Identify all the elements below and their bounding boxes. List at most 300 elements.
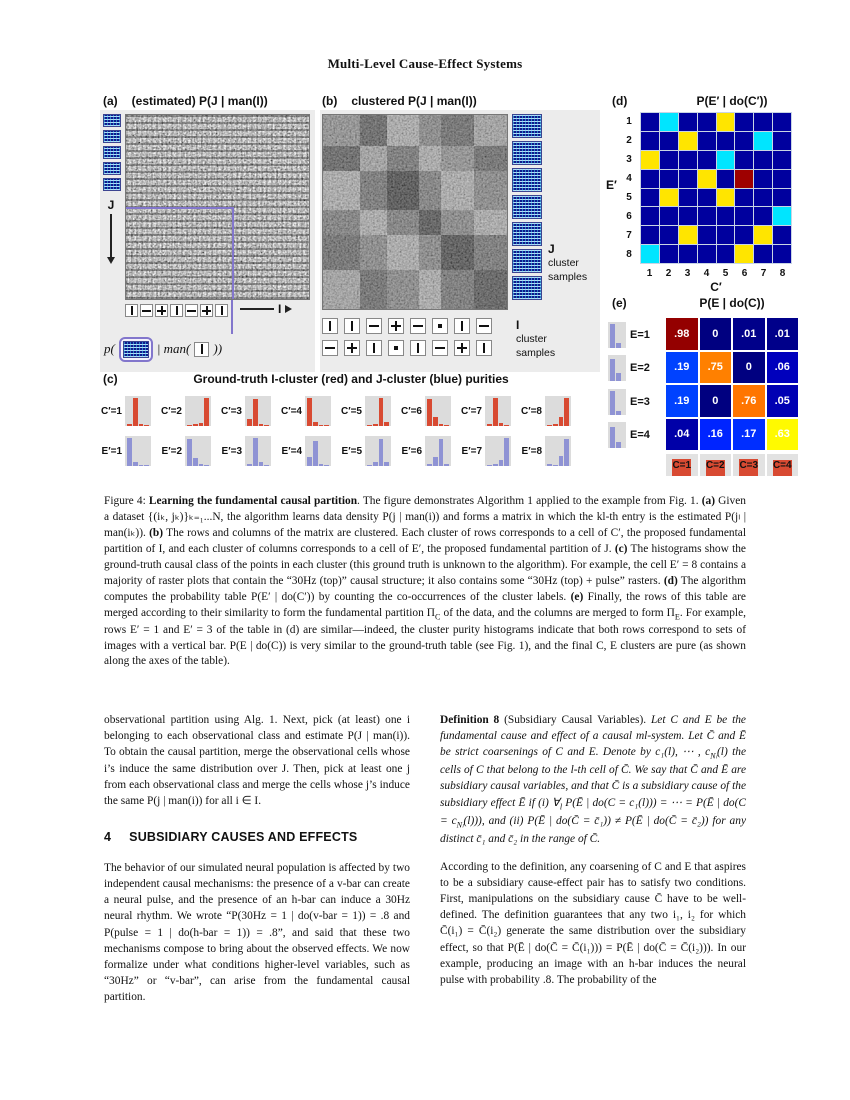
- purity-label: C′=7: [460, 405, 482, 417]
- h-bar-glyph: [142, 310, 150, 312]
- col-tick: 1: [646, 267, 653, 279]
- right-column: [440, 712, 746, 1000]
- axis-line: [240, 308, 274, 310]
- e-row-label: E=2: [630, 362, 650, 375]
- heatmap-cell: [735, 151, 753, 169]
- text-segment: Figure 4:: [104, 495, 149, 507]
- probability-cell: 0: [700, 318, 732, 350]
- image-sample: [410, 340, 426, 356]
- i-cluster-sample-row-2: [322, 340, 492, 356]
- row-tick: 5: [626, 192, 632, 203]
- histogram-bar: [564, 398, 569, 427]
- histogram-bar: [259, 424, 264, 426]
- probability-cell: .01: [733, 318, 765, 350]
- h-bar-glyph: [202, 310, 210, 312]
- heatmap-cell: [773, 245, 791, 263]
- purity-unit: [218, 396, 271, 426]
- running-head: Multi-Level Cause-Effect Systems: [327, 56, 523, 71]
- histogram-bar: [144, 465, 149, 466]
- text-segment: Given a dataset {(iₖ, jₖ)}ₖ₌₁...N, the algorithm learns data density P(j | man(i)) and forms a matrix in which the kl-th entry is the estimated P(jₗ | man(iₖ)).: [104, 495, 746, 539]
- panel-e-label-wrap: [612, 296, 627, 310]
- purity-label: E′=6: [401, 445, 422, 457]
- heatmap-cell: [641, 170, 659, 188]
- figure-caption: [104, 494, 746, 670]
- j-sample-strip: [103, 114, 121, 191]
- col-tick: 6: [741, 267, 748, 279]
- purity-histogram: [185, 436, 211, 466]
- panel-b: [320, 94, 600, 372]
- definition-paragraph: [440, 712, 746, 847]
- panel-d-title: [666, 94, 798, 108]
- image-sample: [215, 304, 228, 317]
- c-col-label: C=4: [772, 459, 792, 471]
- text-segment: Finally, the rows of this table are merged according to their similarity to form the fundamental partition Π: [104, 590, 746, 619]
- heatmap-cell: [754, 189, 772, 207]
- probability-heatmap: [640, 112, 792, 264]
- dot-glyph: [438, 324, 442, 328]
- formula-text-close: )): [213, 341, 223, 356]
- probability-cell: .63: [767, 419, 799, 451]
- heatmap-cell: [641, 132, 659, 150]
- col-tick: 4: [703, 267, 710, 279]
- col-tick: 3: [684, 267, 691, 279]
- down-arrow-icon: [110, 214, 112, 258]
- text-segment: . For example, rows E′ = 1 and E′ = 3 of the table in (d) are similar—indeed, the cluster purity histograms indicate that both rows correspond to sets of images with a vertical bar. P(E | do(C)) is very similar to the ground-truth table (see Fig. 1), and the final C, E clusters are pure (as shown along the axes of the table).: [104, 606, 746, 668]
- c-col-label: C=1: [672, 459, 692, 471]
- panel-b-heading: [322, 94, 477, 108]
- panel-c-title: Ground-truth I-cluster (red) and J-cluster (blue) purities: [193, 372, 509, 386]
- h-bar-glyph: [479, 325, 490, 328]
- e-row-label: E=4: [630, 429, 650, 442]
- purity-histogram: [125, 396, 151, 426]
- h-bar-glyph: [413, 325, 424, 328]
- i-axis-label: I: [516, 318, 520, 332]
- histogram-bar: [193, 424, 198, 426]
- text-segment: (c): [614, 542, 628, 555]
- heatmap-cell: [660, 207, 678, 225]
- raster-thumbnail: [103, 146, 121, 159]
- probability-cell: 0: [700, 385, 732, 417]
- c-prime-axis-label: C′: [710, 280, 722, 294]
- histogram-bar: [127, 438, 132, 467]
- histogram-bar: [313, 422, 318, 426]
- image-sample: [410, 318, 426, 334]
- formula-text-man: | man(: [156, 341, 191, 356]
- heatmap-cell: [698, 207, 716, 225]
- heatmap-cell: [679, 132, 697, 150]
- heatmap-cell: [679, 189, 697, 207]
- histogram-bar: [367, 465, 372, 467]
- histogram-bar: [504, 425, 509, 427]
- histogram-bar: [433, 457, 438, 466]
- label-line: samples: [516, 346, 556, 359]
- heatmap-cell: [754, 132, 772, 150]
- e-row-label: E=1: [630, 328, 650, 341]
- purity-histogram: [425, 436, 451, 466]
- v-bar-glyph: [373, 343, 376, 354]
- heatmap-cell: [698, 132, 716, 150]
- purity-histogram: [245, 436, 271, 466]
- text-segment: (d): [663, 574, 678, 587]
- heatmap-cell: [698, 113, 716, 131]
- histogram-bar: [433, 417, 438, 426]
- heatmap-cell: [717, 132, 735, 150]
- histogram-bar: [616, 411, 621, 415]
- e-row-purity-histogram: [608, 355, 626, 381]
- heatmap-cell: [773, 207, 791, 225]
- i-axis: [240, 302, 292, 316]
- text-segment: l: [559, 801, 563, 811]
- c-col-axis-unit: [666, 454, 698, 476]
- text-segment: (a): [701, 495, 716, 507]
- v-bar-glyph: [329, 321, 332, 332]
- heatmap-cell: [660, 132, 678, 150]
- probability-table: [666, 318, 798, 450]
- heatmap-cell: [679, 151, 697, 169]
- purity-label: C′=6: [400, 405, 422, 417]
- col-tick: 7: [760, 267, 767, 279]
- probability-cell: .04: [666, 419, 698, 451]
- histogram-bar: [133, 462, 138, 466]
- purity-histogram: [425, 396, 451, 426]
- panel-d-title-text: P(E′ | do(C′)): [696, 94, 768, 108]
- purity-unit: [458, 436, 511, 466]
- raster-thumbnail: [512, 222, 542, 246]
- v-bar-glyph: [176, 306, 178, 314]
- raster-thumbnail: [512, 168, 542, 192]
- heatmap-cell: [735, 245, 753, 263]
- label-line: cluster: [548, 257, 579, 270]
- heatmap-cell: [660, 226, 678, 244]
- heatmap-row-ticks: [622, 112, 636, 264]
- purity-label: E′=2: [161, 445, 182, 457]
- right-arrow-icon: [285, 305, 292, 313]
- image-sample: [185, 304, 198, 317]
- h-bar-glyph: [457, 347, 468, 350]
- text-segment: (l))), and (ii) P(Ē | do(C̄ = c̄₁)) ≠ P(Ē | do(C̄ = c̄₂)) for any distinct c̄₁ and c̄₂ in the range of C̄.: [440, 814, 747, 845]
- heatmap-cell: [735, 132, 753, 150]
- image-sample: [454, 318, 470, 334]
- histogram-bar: [264, 465, 269, 467]
- histogram-bar: [139, 424, 144, 426]
- row-tick: 1: [626, 116, 632, 127]
- histogram-bar: [559, 417, 564, 426]
- heatmap-cell: [754, 151, 772, 169]
- purity-label: C′=5: [340, 405, 362, 417]
- purity-label: E′=1: [101, 445, 122, 457]
- raster-thumbnail: [512, 141, 542, 165]
- panel-e: [606, 296, 806, 481]
- heatmap-cell: [641, 189, 659, 207]
- panel-c-label-wrap: [103, 372, 118, 386]
- h-bar-glyph: [347, 347, 358, 350]
- purity-label: E′=8: [521, 445, 542, 457]
- histogram-bar: [439, 424, 444, 426]
- e-prime-axis-label: E′: [606, 178, 617, 192]
- v-bar-glyph: [461, 321, 464, 332]
- row-tick: 2: [626, 135, 632, 146]
- heatmap-cell: [660, 245, 678, 263]
- purity-histogram: [305, 436, 331, 466]
- panel-e-label: (e): [612, 296, 627, 310]
- raster-thumbnail: [512, 276, 542, 300]
- dot-glyph: [394, 346, 398, 350]
- histogram-bar: [247, 419, 252, 427]
- panel-c: [96, 372, 588, 482]
- purity-unit: [518, 396, 571, 426]
- purity-label: E′=3: [221, 445, 242, 457]
- heatmap-cell: [641, 245, 659, 263]
- raster-thumbnail: [512, 195, 542, 219]
- panel-c-label: (c): [103, 372, 118, 386]
- c-col-axis-unit: [700, 454, 732, 476]
- probability-cell: .98: [666, 318, 698, 350]
- raster-thumbnail: [103, 114, 121, 127]
- image-sample: [170, 304, 183, 317]
- histogram-bar: [313, 441, 318, 467]
- histogram-bar: [324, 425, 329, 426]
- image-sample: [454, 340, 470, 356]
- heatmap-cell: [735, 207, 753, 225]
- image-sample: [432, 340, 448, 356]
- histogram-bar: [610, 359, 615, 381]
- histogram-bar: [187, 425, 192, 426]
- heatmap-cell: [679, 113, 697, 131]
- probability-cell: .76: [733, 385, 765, 417]
- histogram-bar: [127, 424, 132, 426]
- purity-unit: [158, 436, 211, 466]
- histogram-bar: [616, 442, 621, 449]
- clustered-probability-matrix: [322, 114, 508, 310]
- probability-cell: .75: [700, 352, 732, 384]
- histogram-bar: [493, 398, 498, 427]
- heatmap-cell: [717, 189, 735, 207]
- probability-cell: .01: [767, 318, 799, 350]
- j-cluster-samples-label: [548, 242, 587, 284]
- heatmap-cell: [717, 245, 735, 263]
- purity-label: E′=5: [341, 445, 362, 457]
- histogram-bar: [487, 465, 492, 467]
- raster-thumbnail: [103, 130, 121, 143]
- image-sample: [200, 304, 213, 317]
- c-col-axis: [666, 454, 798, 476]
- histogram-bar: [384, 462, 389, 467]
- image-sample: [476, 318, 492, 334]
- heatmap-cell: [735, 113, 753, 131]
- e-row-axis-unit: [608, 318, 664, 352]
- probability-cell: .19: [666, 352, 698, 384]
- probability-cell: .19: [666, 385, 698, 417]
- heatmap-cell: [660, 170, 678, 188]
- heatmap-cell: [641, 207, 659, 225]
- heatmap-cell: [754, 113, 772, 131]
- e-row-purity-histogram: [608, 422, 626, 448]
- text-segment: (Subsidiary Causal Variables).: [499, 714, 651, 726]
- e-row-axis-unit: [608, 385, 664, 419]
- panel-d: [606, 94, 806, 294]
- section-heading: [104, 829, 410, 847]
- j-axis-label: J: [548, 242, 555, 256]
- formula-text-open: p(: [104, 341, 115, 356]
- purity-label: C′=1: [100, 405, 122, 417]
- histogram-bar: [559, 456, 564, 467]
- histogram-bar: [499, 423, 504, 426]
- panel-a: [100, 94, 315, 372]
- heatmap-cell: [717, 170, 735, 188]
- estimated-probability-matrix: [125, 114, 310, 300]
- heatmap-cell: [773, 151, 791, 169]
- purity-histogram: [485, 396, 511, 426]
- purity-unit: [458, 396, 511, 426]
- heatmap-cell: [717, 207, 735, 225]
- histogram-bar: [259, 462, 264, 466]
- row-tick: 8: [626, 249, 632, 260]
- e-row-purity-histogram: [608, 389, 626, 415]
- image-sample: [194, 342, 209, 357]
- purity-label: E′=7: [461, 445, 482, 457]
- probability-cell: .06: [767, 352, 799, 384]
- image-sample: [322, 340, 338, 356]
- heatmap-cell: [754, 245, 772, 263]
- histogram-bar: [610, 324, 615, 347]
- text-segment: P(Ē | do(C = c₁(l))) = ⋯ = P(Ē | do(C = c: [440, 796, 746, 827]
- c-col-label: C=3: [739, 459, 759, 471]
- text-segment: Nₗ: [456, 819, 464, 829]
- heatmap-cell: [773, 189, 791, 207]
- heatmap-cell: [773, 226, 791, 244]
- probability-cell: .05: [767, 385, 799, 417]
- histogram-bar: [493, 464, 498, 466]
- raster-thumbnail: [103, 178, 121, 191]
- heatmap-cell: [679, 245, 697, 263]
- row-tick: 6: [626, 211, 632, 222]
- text-segment: of the data, and the columns are merged to form Π: [440, 606, 675, 619]
- c-col-axis-unit: [733, 454, 765, 476]
- purity-unit: [518, 436, 571, 466]
- panel-a-label: (a): [103, 94, 118, 108]
- purity-unit: [158, 396, 211, 426]
- heatmap-cell: [773, 113, 791, 131]
- v-bar-glyph: [351, 321, 354, 332]
- histogram-bar: [307, 457, 312, 466]
- purity-label: E′=4: [281, 445, 302, 457]
- row-tick: 4: [626, 173, 632, 184]
- purity-unit: [98, 396, 151, 426]
- heatmap-cell: [735, 226, 753, 244]
- probability-formula: [104, 332, 312, 366]
- text-segment: Let C and E be the fundamental cause and effect of a causal ml-system. Let C̄ and Ē be strict coarsenings of C and E. Denote by c₁(l), ⋯ , c: [440, 714, 746, 759]
- image-sample: [388, 318, 404, 334]
- panel-b-title: clustered P(J | man(I)): [351, 94, 477, 108]
- histogram-bar: [616, 343, 621, 348]
- v-bar-glyph: [221, 306, 223, 314]
- image-sample: [432, 318, 448, 334]
- row-tick: 3: [626, 154, 632, 165]
- v-bar-glyph: [131, 306, 133, 314]
- heatmap-cell: [754, 226, 772, 244]
- histogram-bar: [139, 465, 144, 467]
- histogram-bar: [324, 465, 329, 467]
- purity-histogram: [365, 436, 391, 466]
- histogram-bar: [247, 464, 252, 466]
- heatmap-cell: [660, 113, 678, 131]
- text-segment: (b): [149, 526, 164, 539]
- paragraph: The behavior of our simulated neural population is affected by two independent causal mechanisms: the presence of a v-bar can create a neural pulse, and the presence of an h-bar can induce a 30Hz neural rhythm. We wrote “P(30Hz = 1 | do(v-bar = 1)) = .8 and P(pulse = 1 | do(h-bar = 1)) = .8”, and said that these two mechanisms compose to bring about the observed effects. We now formalize under what conditions higher-level variables, such as “30Hz” or “v-bar”, can arise from the fundamental causal partition.: [104, 861, 410, 1004]
- j-axis-label: J: [107, 198, 115, 212]
- i-cluster-samples-label: [516, 318, 555, 360]
- panel-b-label: (b): [322, 94, 338, 108]
- panel-a-heading: [103, 94, 268, 108]
- histogram-bar: [610, 391, 615, 414]
- purity-unit: [218, 436, 271, 466]
- i-sample-strip: [125, 304, 228, 317]
- text-segment: Definition 8: [440, 714, 500, 726]
- histogram-bar: [487, 424, 492, 426]
- histogram-bar: [199, 464, 204, 466]
- v-bar-glyph: [483, 343, 486, 354]
- raster-thumbnail: [512, 249, 542, 273]
- histogram-bar: [367, 425, 372, 427]
- heatmap-cell: [773, 132, 791, 150]
- heatmap-cell: [754, 207, 772, 225]
- image-sample: [125, 304, 138, 317]
- heatmap-cell: [679, 170, 697, 188]
- image-sample: [476, 340, 492, 356]
- heatmap-cell: [660, 189, 678, 207]
- histogram-bar: [193, 458, 198, 466]
- purity-unit: [278, 436, 331, 466]
- histogram-bar: [373, 424, 378, 426]
- histogram-bar: [504, 438, 509, 467]
- v-bar-glyph: [201, 344, 203, 354]
- e-row-axis-unit: [608, 352, 664, 386]
- histogram-bar: [133, 398, 138, 427]
- heatmap-cell: [698, 151, 716, 169]
- histogram-bar: [616, 373, 621, 381]
- text-segment: (l) the cells of C that belong to the l-th cell of C̄. We say that C̄ and Ē are subsidiary causal variables, and that C̄ is a subsidiary cause of the subsidiary effect Ē if (i) ∀: [440, 746, 747, 809]
- histogram-bar: [379, 398, 384, 427]
- label-line: cluster: [516, 333, 547, 346]
- col-tick: 2: [665, 267, 672, 279]
- paragraph: According to the definition, any coarsening of C and E that aspires to be a subsidiary cause-effect pair has to satisfy two conditions. First, manipulations on the subsidiary cause C̄ have to be well-defined. The definition guarantees that any two i₁, i₂ for which C̄(i₁) = C̄(i₂) generate the same distribution over the subsidiary effect, so that P(Ē | do(C̄ = C̄(i₁))) = P(Ē | do(C̄ = C̄(i₂))). In our example, producing an image with an h-bar induces the neural pulse with probability .8. The probability of the: [440, 860, 746, 987]
- purity-unit: [398, 396, 451, 426]
- raster-thumbnail: [512, 114, 542, 138]
- histogram-bar: [427, 399, 432, 426]
- h-bar-glyph: [157, 310, 165, 312]
- matrix-entry-highlight-box: [119, 337, 153, 362]
- purity-histogram: [305, 396, 331, 426]
- heatmap-cell: [698, 245, 716, 263]
- purity-label: C′=2: [160, 405, 182, 417]
- panel-e-title-text: P(E | do(C)): [699, 296, 765, 310]
- purity-unit: [278, 396, 331, 426]
- image-sample: [366, 318, 382, 334]
- histogram-bar: [379, 439, 384, 466]
- text-segment: (e): [570, 590, 584, 603]
- heatmap-cell: [717, 151, 735, 169]
- text-segment: Learning the fundamental causal partition: [148, 495, 358, 507]
- histogram-bar: [547, 425, 552, 427]
- histogram-bar: [307, 398, 312, 427]
- heatmap-col-ticks: [640, 266, 792, 280]
- c-col-label: C=2: [705, 459, 725, 471]
- col-tick: 5: [722, 267, 729, 279]
- noise-texture: [323, 115, 507, 309]
- purity-histogram: [185, 396, 211, 426]
- histogram-bar: [373, 462, 378, 466]
- heatmap-cell: [735, 170, 753, 188]
- heatmap-cell: [698, 226, 716, 244]
